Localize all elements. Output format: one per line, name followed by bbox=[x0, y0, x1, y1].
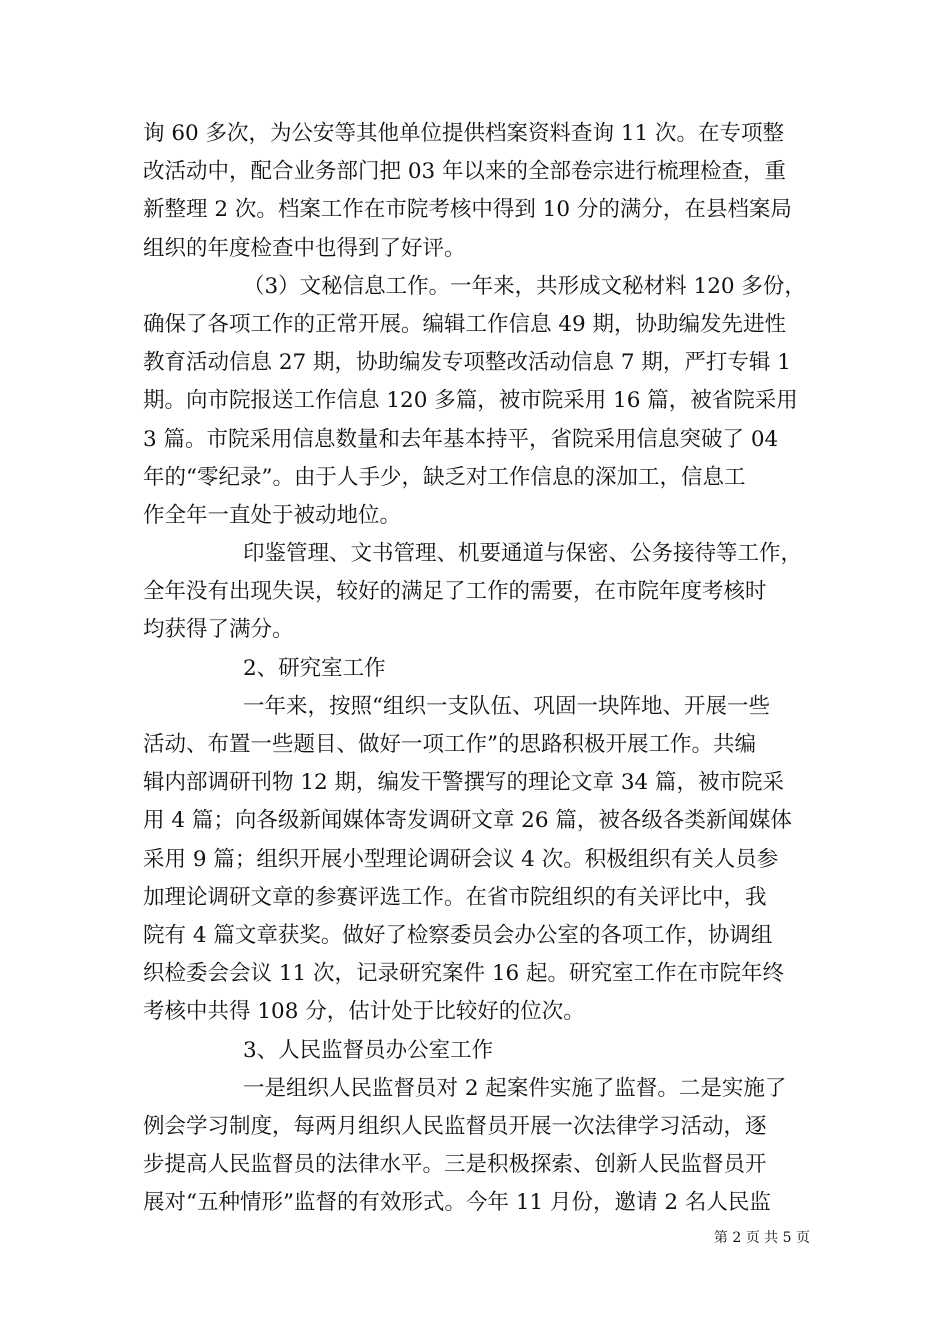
text-line: 织检委会会议 11 次，记录研究案件 16 起。研究室工作在市院年终 bbox=[143, 961, 785, 987]
text-line: 用 4 篇；向各级新闻媒体寄发调研文章 26 篇，被各级各类新闻媒体 bbox=[143, 808, 792, 834]
body-text bbox=[143, 115, 833, 1222]
text-line: 例会学习制度，每两月组织人民监督员开展一次法律学习活动，逐 bbox=[143, 1113, 767, 1139]
text-line: 作全年一直处于被动地位。 bbox=[143, 502, 402, 528]
text-line: 考核中共得 108 分，估计处于比较好的位次。 bbox=[143, 999, 585, 1025]
text-line: 院有 4 篇文章获奖。做好了检察委员会办公室的各项工作，协调组 bbox=[143, 922, 773, 948]
text-line: 辑内部调研刊物 12 期，编发干警撰写的理论文章 34 篇，被市院采 bbox=[143, 770, 785, 796]
text-line: 3 篇。市院采用信息数量和去年基本持平，省院采用信息突破了 04 bbox=[143, 426, 779, 452]
text-line: 活动、布置一些题目、做好一项工作”的思路积极开展工作。共编 bbox=[143, 732, 756, 757]
text-line: 教育活动信息 27 期，协助编发专项整改活动信息 7 期，严打专辑 1 bbox=[143, 350, 791, 376]
text-line: 展对“五种情形”监督的有效形式。今年 11 月份，邀请 2 名人民监 bbox=[143, 1190, 771, 1216]
text-line: 全年没有出现失误，较好的满足了工作的需要，在市院年度考核时 bbox=[143, 579, 767, 605]
text-line: 加理论调研文章的参赛评选工作。在省市院组织的有关评比中，我 bbox=[143, 884, 767, 910]
text-line: 询 60 多次，为公安等其他单位提供档案资料查询 11 次。在专项整 bbox=[143, 121, 785, 146]
text-line: （3）文秘信息工作。一年来，共形成文秘材料 120 多份， bbox=[243, 273, 806, 299]
text-line: 2、研究室工作 bbox=[243, 655, 386, 681]
text-line: 新整理 2 次。档案工作在市院考核中得到 10 分的满分，在县档案局 bbox=[143, 197, 792, 223]
text-line: 确保了各项工作的正常开展。编辑工作信息 49 期，协助编发先进性 bbox=[143, 311, 787, 337]
text-line: 一是组织人民监督员对 2 起案件实施了监督。二是实施了 bbox=[243, 1075, 787, 1101]
text-line: 印鉴管理、文书管理、机要通道与保密、公务接待等工作， bbox=[243, 541, 803, 567]
text-line: 改活动中，配合业务部门把 03 年以来的全部卷宗进行梳理检查，重 bbox=[143, 159, 787, 185]
page-number: 第 2 页 共 5 页 bbox=[713, 1230, 810, 1246]
text-line: 步提高人民监督员的法律水平。三是积极探索、创新人民监督员开 bbox=[143, 1152, 767, 1178]
text-line: 期。向市院报送工作信息 120 多篇，被市院采用 16 篇，被省院采用 bbox=[143, 388, 798, 414]
text-line: 采用 9 篇；组织开展小型理论调研会议 4 次。积极组织有关人员参 bbox=[143, 846, 779, 872]
text-line: 3、人民监督员办公室工作 bbox=[243, 1037, 494, 1063]
text-line: 年的“零纪录”。由于人手少，缺乏对工作信息的深加工，信息工 bbox=[143, 464, 746, 490]
text-line: 均获得了满分。 bbox=[143, 617, 294, 643]
text-line: 一年来，按照“组织一支队伍、巩固一块阵地、开展一些 bbox=[243, 693, 770, 719]
text-line: 组织的年度检查中也得到了好评。 bbox=[143, 235, 466, 261]
